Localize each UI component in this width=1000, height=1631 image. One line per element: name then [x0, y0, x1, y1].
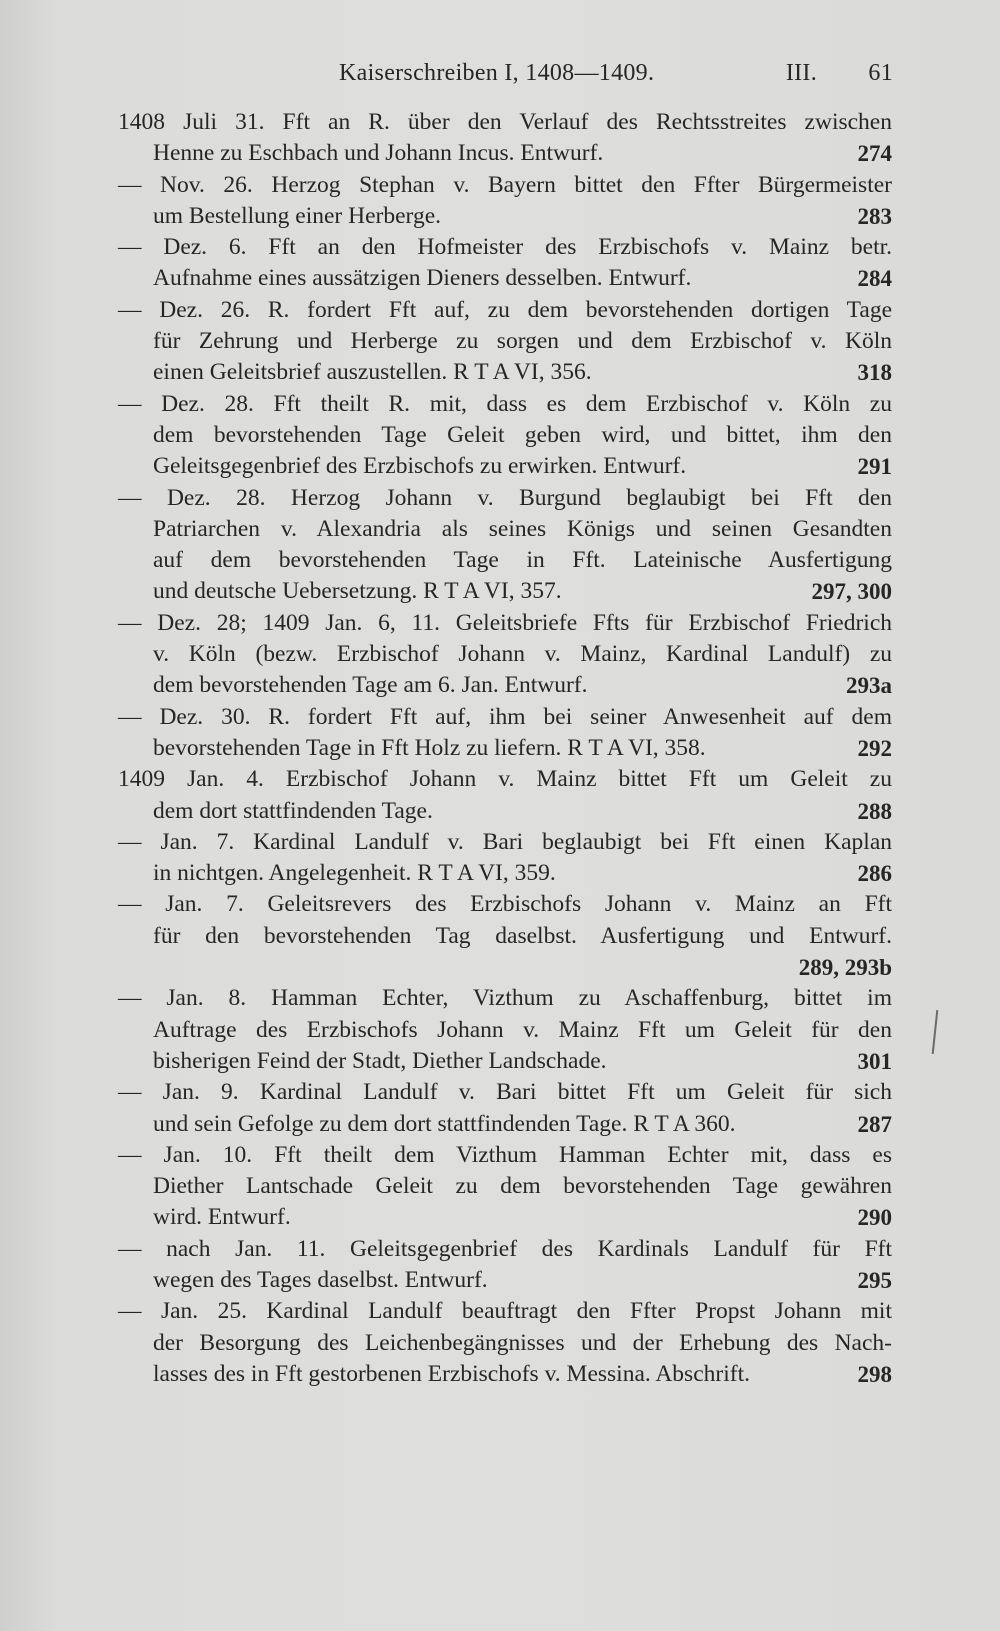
entry-text: — Dez. 30. R. fordert Fft auf, ihm bei seiner Anwesenheit auf dem [118, 703, 892, 730]
entry-line [0, 107, 1000, 138]
entry-text: — Dez. 28. Herzog Johann v. Burgund beglaubigt bei Fft den [118, 484, 892, 511]
entry-text: Henne zu Eschbach und Johann Incus. Entwurf. [153, 140, 604, 167]
document-number: 283 [857, 203, 892, 229]
entry-text: bevorstehenden Tage in Fft Holz zu liefern. R T A VI, 358. [153, 734, 706, 761]
document-number: 284 [857, 266, 892, 292]
entry-text: Patriarchen v. Alexandria als seines Königs und seinen Gesandten [153, 515, 892, 542]
document-number: 298 [857, 1361, 892, 1387]
register-entry [0, 389, 1000, 483]
register-entry [0, 608, 1000, 702]
register-entry [0, 702, 1000, 765]
register-entry [0, 483, 1000, 608]
document-number: 297, 300 [811, 579, 892, 605]
entry-text: dem bevorstehenden Tage am 6. Jan. Entwurf. [153, 672, 588, 699]
entry-line [0, 858, 1000, 889]
register-entry [0, 1140, 1000, 1234]
entry-text: bisherigen Feind der Stadt, Diether Landschade. [153, 1047, 607, 1074]
document-number: 292 [857, 735, 892, 761]
entry-line [0, 1234, 1000, 1265]
entry-text: für den bevorstehenden Tag daselbst. Ausfertigung und Entwurf. [153, 922, 892, 949]
register-entry [0, 764, 1000, 827]
document-number: 293a [846, 673, 892, 699]
register-entry [0, 170, 1000, 233]
register-entry [0, 983, 1000, 1077]
entry-text: — Dez. 28. Fft theilt R. mit, dass es dem Erzbischof v. Köln zu [118, 390, 892, 417]
entry-line [0, 295, 1000, 326]
entry-text: — Jan. 10. Fft theilt dem Vizthum Hamman Echter mit, dass es [118, 1141, 892, 1168]
entry-line [0, 170, 1000, 201]
entry-text: — nach Jan. 11. Geleitsgegenbrief des Kardinals Landulf für Fft [118, 1235, 892, 1262]
entry-text: und sein Gefolge zu dem dort stattfindenden Tage. R T A 360. [153, 1110, 736, 1137]
entry-line [0, 451, 1000, 482]
entry-line [0, 702, 1000, 733]
entry-line [0, 1077, 1000, 1108]
entry-line [0, 576, 1000, 607]
document-number: 289, 293b [798, 955, 892, 981]
entry-text: Geleitsgegenbrief des Erzbischofs zu erwirken. Entwurf. [153, 453, 687, 480]
entry-line [0, 733, 1000, 764]
entry-line [0, 1359, 1000, 1390]
entry-text: in nichtgen. Angelegenheit. R T A VI, 359. [153, 860, 556, 887]
document-number: 287 [857, 1111, 892, 1137]
entry-line [0, 1328, 1000, 1359]
entry-line [0, 889, 1000, 920]
entry-line [0, 1140, 1000, 1171]
entry-line [0, 483, 1000, 514]
entry-text: — Dez. 6. Fft an den Hofmeister des Erzbischofs v. Mainz betr. [118, 234, 892, 261]
register-entry [0, 295, 1000, 389]
entry-text: — Jan. 8. Hamman Echter, Vizthum zu Aschaffenburg, bittet im [118, 985, 892, 1012]
entry-line [0, 764, 1000, 795]
entry-text: wird. Entwurf. [153, 1204, 291, 1231]
document-number: 318 [857, 360, 892, 386]
entry-line [0, 921, 1000, 952]
entry-text: dem bevorstehenden Tage Geleit geben wird, und bittet, ihm den [153, 421, 892, 448]
register-entries [0, 107, 1000, 1390]
entry-line [0, 420, 1000, 451]
document-number: 301 [857, 1048, 892, 1074]
entry-line [0, 389, 1000, 420]
entry-text: und deutsche Uebersetzung. R T A VI, 357. [153, 578, 562, 605]
entry-line [0, 670, 1000, 701]
entry-line [0, 827, 1000, 858]
entry-text: — Dez. 26. R. fordert Fft auf, zu dem bevorstehenden dortigen Tage [118, 296, 892, 323]
entry-text: einen Geleitsbrief auszustellen. R T A VI, 356. [153, 359, 592, 386]
document-number: 291 [857, 454, 892, 480]
entry-line [0, 1109, 1000, 1140]
entry-line [0, 357, 1000, 388]
document-number: 274 [857, 141, 892, 167]
entry-line [0, 201, 1000, 232]
entry-text: 1409 Jan. 4. Erzbischof Johann v. Mainz bittet Fft um Geleit zu [118, 766, 892, 793]
entry-line [0, 1296, 1000, 1327]
entry-text: Diether Lantschade Geleit zu dem bevorstehenden Tage gewähren [153, 1173, 892, 1200]
entry-line [0, 952, 1000, 983]
register-entry [0, 1234, 1000, 1297]
document-number: 290 [857, 1205, 892, 1231]
entry-text: lasses des in Fft gestorbenen Erzbischofs v. Messina. Abschrift. [153, 1360, 750, 1387]
entry-line [0, 796, 1000, 827]
entry-text: — Jan. 25. Kardinal Landulf beauftragt den Ffter Propst Johann mit [118, 1298, 892, 1325]
entry-line [0, 639, 1000, 670]
entry-text: v. Köln (bezw. Erzbischof Johann v. Mainz, Kardinal Landulf) zu [153, 641, 892, 668]
document-number: 288 [857, 798, 892, 824]
entry-text: dem dort stattfindenden Tage. [153, 797, 433, 824]
entry-line [0, 608, 1000, 639]
entry-text: um Bestellung einer Herberge. [153, 202, 442, 229]
register-entry [0, 1296, 1000, 1390]
header-title: Kaiserschreiben I, 1408—1409. [339, 60, 655, 86]
entry-text: — Nov. 26. Herzog Stephan v. Bayern bittet den Ffter Bürgermeister [118, 171, 892, 198]
page-number: 61 [868, 60, 893, 86]
entry-line [0, 545, 1000, 576]
entry-text: — Jan. 9. Kardinal Landulf v. Bari bittet Fft um Geleit für sich [118, 1079, 892, 1106]
entry-line [0, 263, 1000, 294]
entry-line [0, 232, 1000, 263]
entry-text: Aufnahme eines aussätzigen Dieners desselben. Entwurf. [153, 265, 692, 292]
entry-line [0, 1265, 1000, 1296]
entry-text: der Besorgung des Leichenbegängnisses und der Erhebung des Nach- [153, 1329, 892, 1356]
entry-line [0, 1046, 1000, 1077]
entry-text: — Dez. 28; 1409 Jan. 6, 11. Geleitsbriefe Ffts für Erzbischof Friedrich [118, 609, 892, 636]
entry-line [0, 326, 1000, 357]
document-number: 295 [857, 1267, 892, 1293]
entry-text: wegen des Tages daselbst. Entwurf. [153, 1266, 488, 1293]
entry-line [0, 1202, 1000, 1233]
entry-text: — Jan. 7. Geleitsrevers des Erzbischofs Johann v. Mainz an Fft [118, 891, 892, 918]
register-entry [0, 232, 1000, 295]
entry-line [0, 1015, 1000, 1046]
entry-text: — Jan. 7. Kardinal Landulf v. Bari beglaubigt bei Fft einen Kaplan [118, 828, 892, 855]
running-header [153, 52, 893, 92]
entry-text: auf dem bevorstehenden Tage in Fft. Lateinische Ausfertigung [153, 547, 892, 574]
entry-line [0, 138, 1000, 169]
entry-line [0, 1171, 1000, 1202]
entry-text: Auftrage des Erzbischofs Johann v. Mainz Fft um Geleit für den [153, 1016, 892, 1043]
entry-line [0, 514, 1000, 545]
entry-text: 1408 Juli 31. Fft an R. über den Verlauf des Rechtsstreites zwischen [118, 109, 892, 135]
register-entry [0, 1077, 1000, 1140]
register-entry [0, 827, 1000, 890]
entry-text: für Zehrung und Herberge zu sorgen und dem Erzbischof v. Köln [153, 328, 892, 355]
document-number: 286 [857, 861, 892, 887]
header-section: III. [785, 60, 817, 86]
register-entry [0, 107, 1000, 170]
entry-line [0, 983, 1000, 1014]
register-entry [0, 889, 1000, 983]
